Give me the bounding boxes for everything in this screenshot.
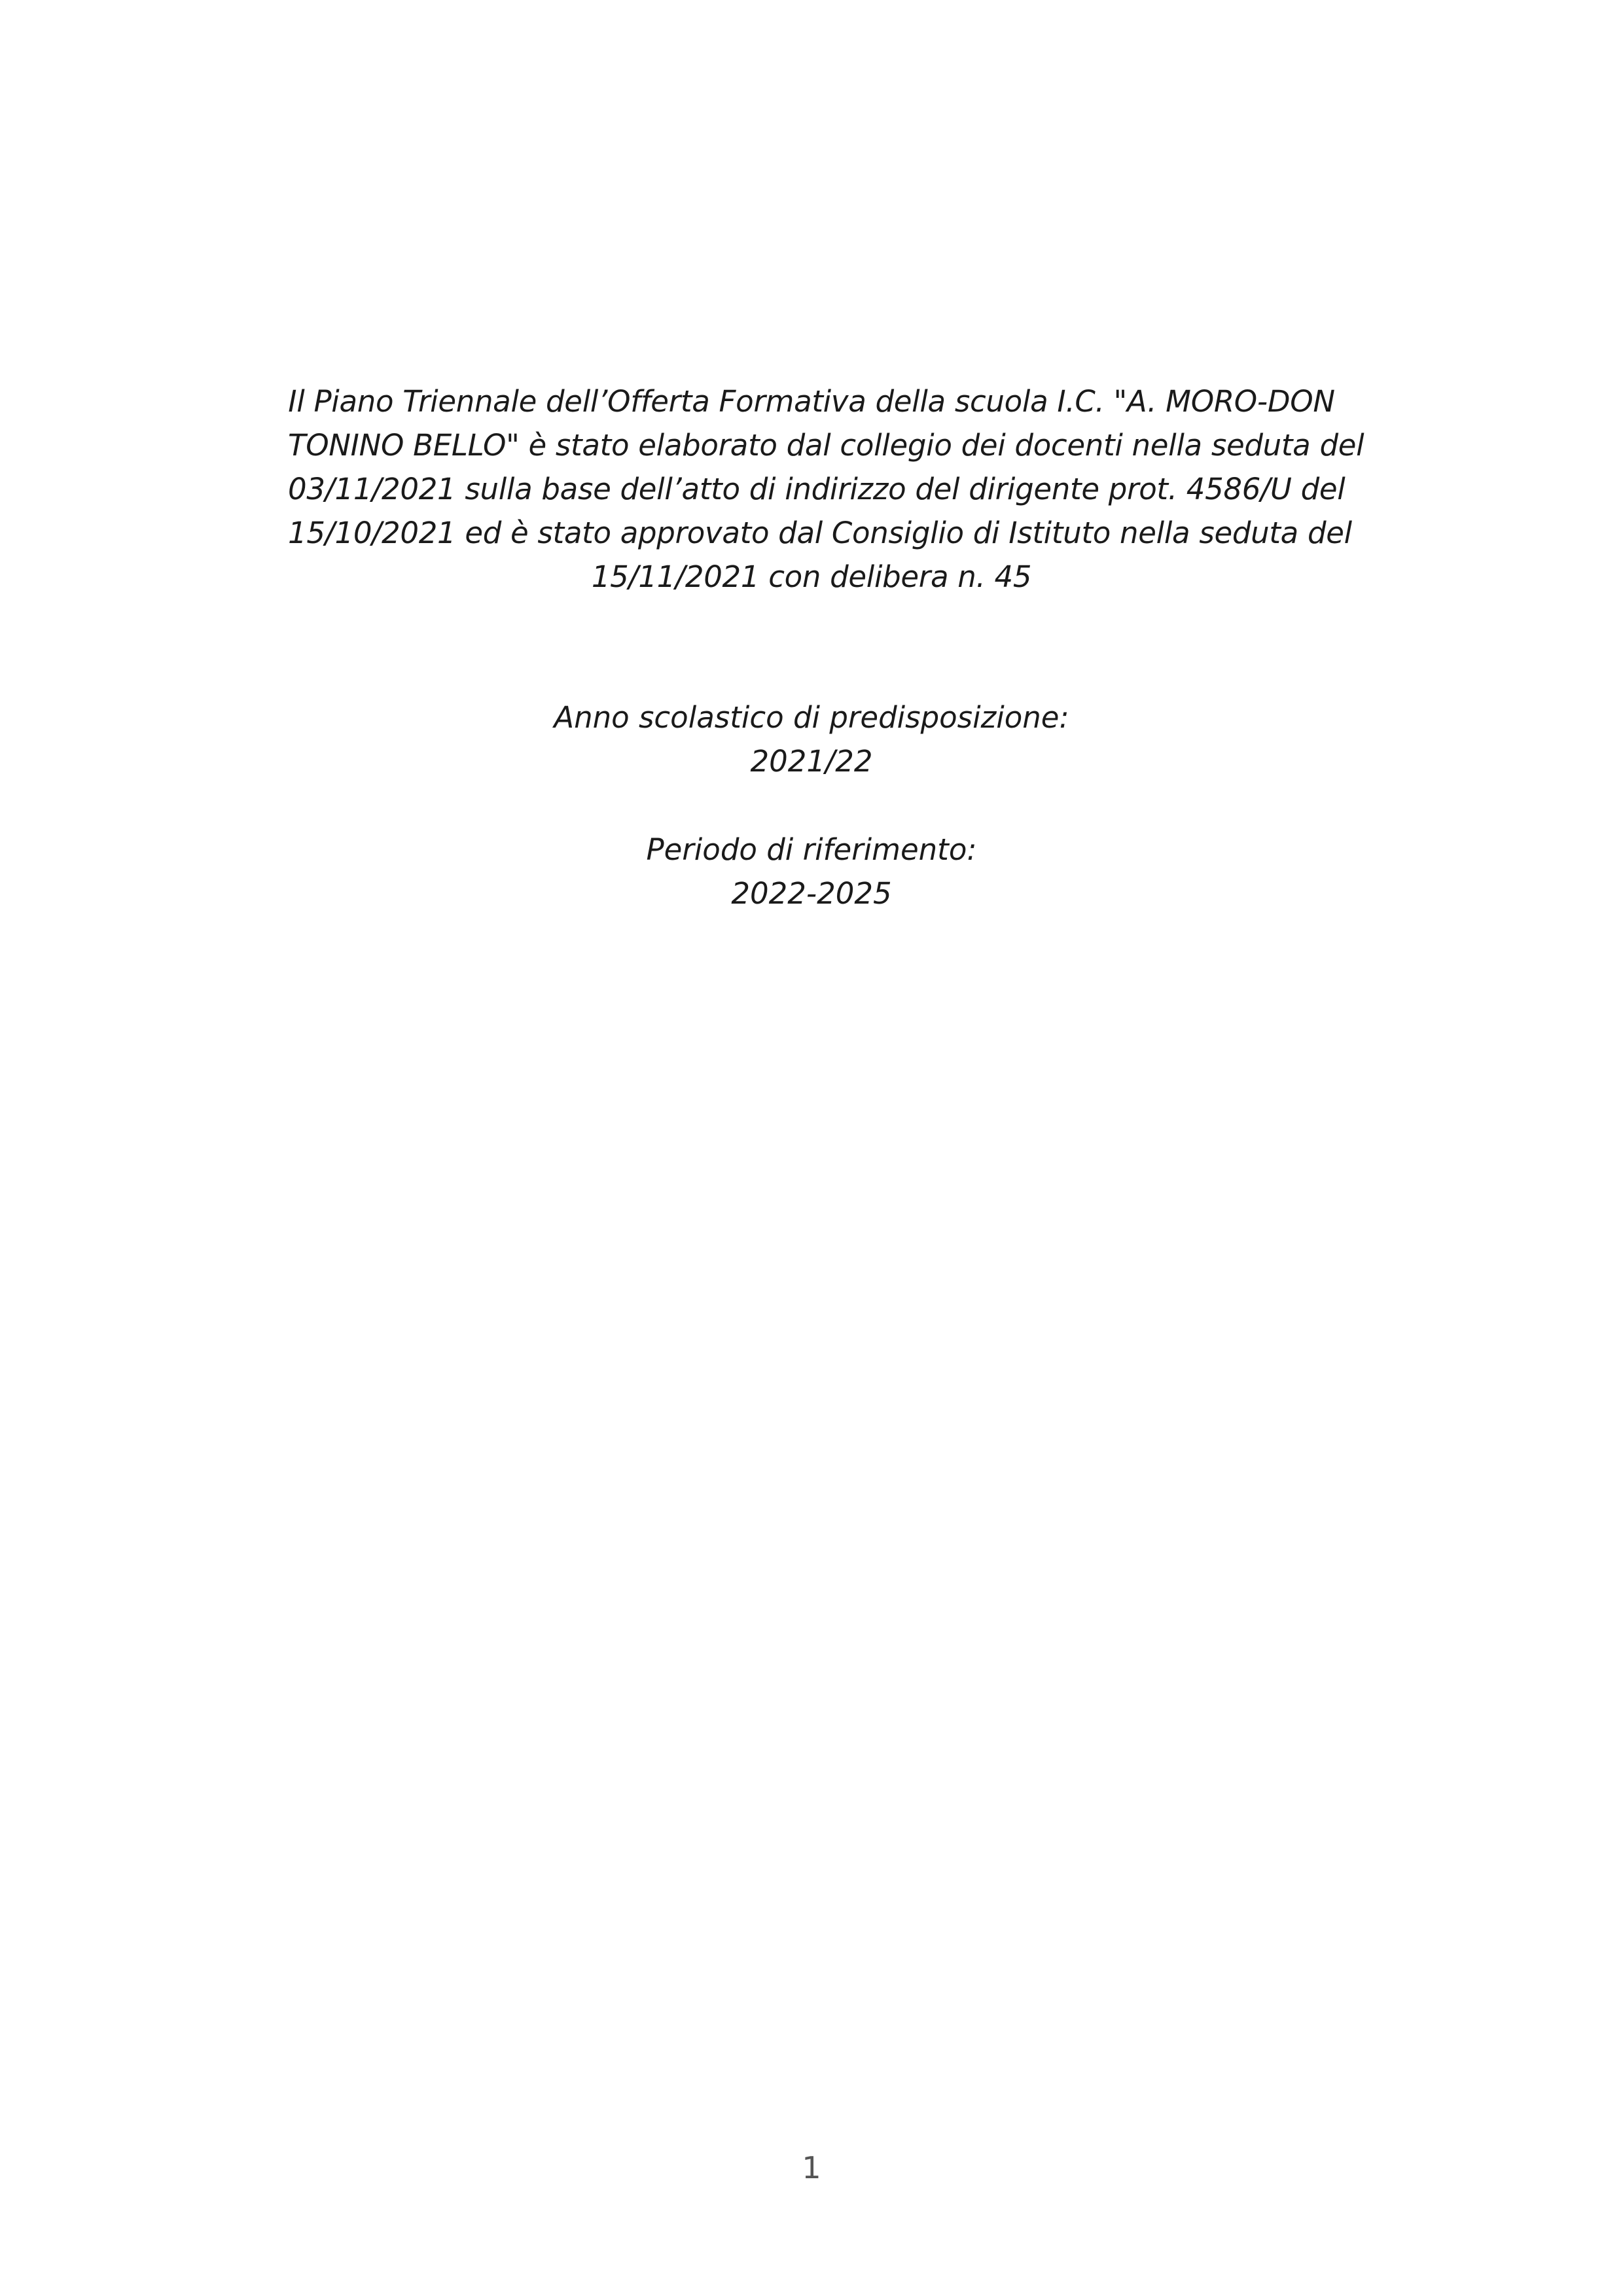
periodo-label: Periodo di riferimento: [646, 832, 977, 867]
periodo-value: 2022-2025 [731, 876, 892, 911]
statement-line: 15/10/2021 ed è stato approvato dal Consiglio di Istituto nella seduta del [288, 516, 1352, 550]
statement-line: Il Piano Triennale dell’Offerta Formativa della scuola I.C. "A. MORO-DON [288, 384, 1335, 419]
statement-line: 15/11/2021 con delibera n. 45 [591, 559, 1032, 594]
anno-scolastico-label: Anno scolastico di predisposizione: [554, 700, 1069, 735]
page-number: 1 [802, 2150, 821, 2185]
anno-scolastico-block [288, 696, 1335, 783]
anno-scolastico-value: 2021/22 [750, 744, 873, 779]
statement-line: 03/11/2021 sulla base dell’atto di indirizzo del dirigente prot. 4586/U del [288, 472, 1346, 506]
statement-line: TONINO BELLO" è stato elaborato dal collegio dei docenti nella seduta del [288, 428, 1364, 463]
periodo-block [288, 828, 1335, 915]
ptof-approval-statement [288, 380, 1364, 599]
